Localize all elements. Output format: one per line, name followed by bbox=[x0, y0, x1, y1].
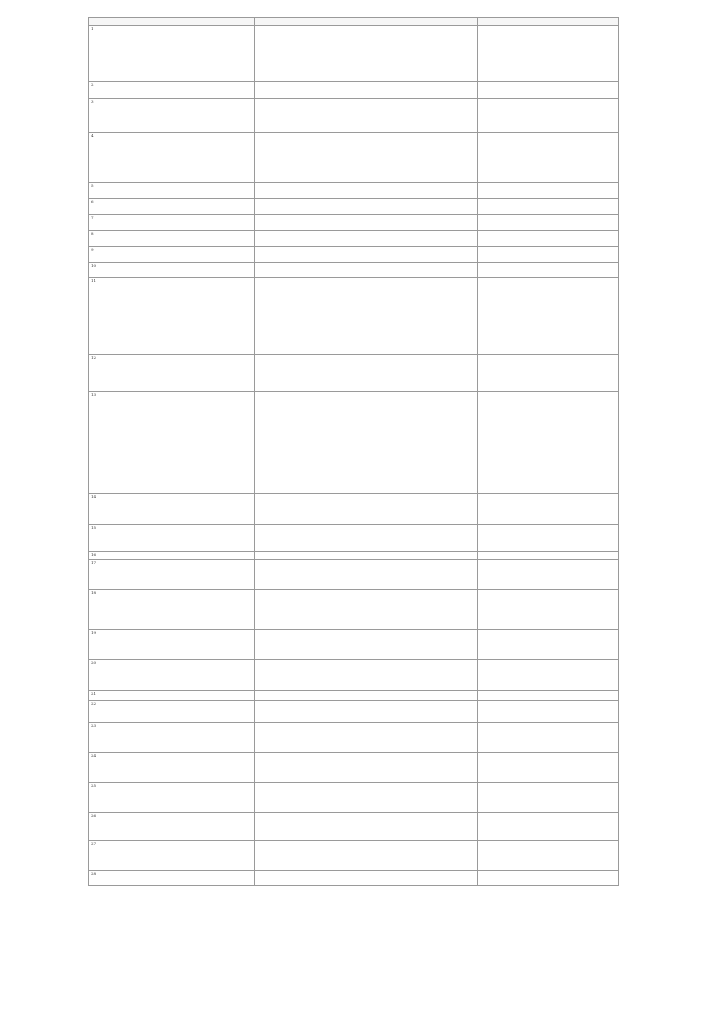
table-row bbox=[89, 691, 619, 701]
table-row bbox=[89, 133, 619, 183]
table-row bbox=[89, 660, 619, 691]
table-cell-ukraine bbox=[89, 701, 255, 723]
table-cell-nato bbox=[255, 392, 478, 494]
row-number: 28 bbox=[91, 871, 97, 876]
table-cell-ukraine bbox=[89, 263, 255, 278]
document-title bbox=[0, 8, 709, 16]
row-number: 8 bbox=[91, 231, 94, 236]
table-cell-ukraine bbox=[89, 392, 255, 494]
table-row bbox=[89, 231, 619, 247]
row-number: 17 bbox=[91, 560, 97, 565]
table-row bbox=[89, 753, 619, 783]
table-cell-russia bbox=[478, 231, 619, 247]
column-header bbox=[89, 18, 255, 26]
table-row bbox=[89, 355, 619, 392]
row-number: 26 bbox=[91, 813, 97, 818]
table-cell-nato bbox=[255, 82, 478, 99]
comparison-table bbox=[88, 17, 619, 886]
table-cell-nato bbox=[255, 231, 478, 247]
table-row bbox=[89, 247, 619, 263]
table-cell-russia bbox=[478, 560, 619, 590]
table-row bbox=[89, 525, 619, 552]
table-cell-nato bbox=[255, 560, 478, 590]
row-number: 10 bbox=[91, 263, 97, 268]
table-cell-ukraine bbox=[89, 133, 255, 183]
table-row bbox=[89, 630, 619, 660]
table-row bbox=[89, 701, 619, 723]
table-row bbox=[89, 26, 619, 82]
table-cell-ukraine bbox=[89, 99, 255, 133]
table-cell-ukraine bbox=[89, 494, 255, 525]
table-cell-ukraine bbox=[89, 215, 255, 231]
row-number: 18 bbox=[91, 590, 97, 595]
row-number: 7 bbox=[91, 215, 94, 220]
table-cell-russia bbox=[478, 723, 619, 753]
row-number: 2 bbox=[91, 82, 94, 87]
table-row bbox=[89, 871, 619, 886]
table-row bbox=[89, 783, 619, 813]
row-number: 5 bbox=[91, 183, 94, 188]
row-number: 20 bbox=[91, 660, 97, 665]
table-row bbox=[89, 183, 619, 199]
table-cell-nato bbox=[255, 630, 478, 660]
table-cell-russia bbox=[478, 247, 619, 263]
table-cell-russia bbox=[478, 133, 619, 183]
table-cell-nato bbox=[255, 263, 478, 278]
table-cell-ukraine bbox=[89, 723, 255, 753]
table-cell-nato bbox=[255, 590, 478, 630]
table-cell-nato bbox=[255, 133, 478, 183]
table-cell-ukraine bbox=[89, 26, 255, 82]
table-row bbox=[89, 723, 619, 753]
table-cell-russia bbox=[478, 701, 619, 723]
table-cell-ukraine bbox=[89, 199, 255, 215]
table-cell-russia bbox=[478, 26, 619, 82]
table-cell-ukraine bbox=[89, 247, 255, 263]
table-cell-russia bbox=[478, 841, 619, 871]
table-row bbox=[89, 813, 619, 841]
table-cell-russia bbox=[478, 552, 619, 560]
table-cell-russia bbox=[478, 871, 619, 886]
table-cell-ukraine bbox=[89, 355, 255, 392]
row-number: 21 bbox=[91, 691, 97, 696]
table-row bbox=[89, 560, 619, 590]
table-cell-nato bbox=[255, 841, 478, 871]
table-cell-nato bbox=[255, 552, 478, 560]
table-row bbox=[89, 392, 619, 494]
table-cell-nato bbox=[255, 99, 478, 133]
table-row bbox=[89, 278, 619, 355]
row-number: 12 bbox=[91, 355, 97, 360]
row-number: 23 bbox=[91, 723, 97, 728]
row-number: 13 bbox=[91, 392, 97, 397]
table-row bbox=[89, 494, 619, 525]
table-row bbox=[89, 99, 619, 133]
table-cell-ukraine bbox=[89, 278, 255, 355]
table-cell-russia bbox=[478, 813, 619, 841]
table-cell-nato bbox=[255, 355, 478, 392]
table-cell-nato bbox=[255, 494, 478, 525]
table-cell-nato bbox=[255, 783, 478, 813]
table-cell-nato bbox=[255, 247, 478, 263]
table-cell-ukraine bbox=[89, 871, 255, 886]
table-cell-ukraine bbox=[89, 183, 255, 199]
table-row bbox=[89, 82, 619, 99]
row-number: 9 bbox=[91, 247, 94, 252]
table-row bbox=[89, 841, 619, 871]
column-header bbox=[255, 18, 478, 26]
table-row bbox=[89, 263, 619, 278]
table-cell-ukraine bbox=[89, 590, 255, 630]
table-row bbox=[89, 215, 619, 231]
row-number: 14 bbox=[91, 494, 97, 499]
table-cell-ukraine bbox=[89, 753, 255, 783]
table-row bbox=[89, 199, 619, 215]
table-cell-russia bbox=[478, 494, 619, 525]
table-cell-russia bbox=[478, 215, 619, 231]
table-cell-russia bbox=[478, 82, 619, 99]
table-cell-nato bbox=[255, 660, 478, 691]
document-notes bbox=[88, 1003, 618, 1015]
table-cell-nato bbox=[255, 278, 478, 355]
table-cell-russia bbox=[478, 691, 619, 701]
table-cell-nato bbox=[255, 813, 478, 841]
table-cell-russia bbox=[478, 199, 619, 215]
table-row bbox=[89, 552, 619, 560]
row-number: 15 bbox=[91, 525, 97, 530]
row-number: 16 bbox=[91, 552, 97, 557]
table-cell-russia bbox=[478, 263, 619, 278]
row-number: 19 bbox=[91, 630, 97, 635]
row-number: 4 bbox=[91, 133, 94, 138]
remark-note bbox=[88, 1009, 618, 1015]
table-cell-russia bbox=[478, 355, 619, 392]
row-number: 11 bbox=[91, 278, 97, 283]
table-cell-russia bbox=[478, 660, 619, 691]
table-cell-nato bbox=[255, 26, 478, 82]
row-number: 1 bbox=[91, 26, 94, 31]
table-cell-russia bbox=[478, 783, 619, 813]
table-header-row bbox=[89, 18, 619, 26]
table-cell-ukraine bbox=[89, 813, 255, 841]
table-cell-ukraine bbox=[89, 841, 255, 871]
table-cell-ukraine bbox=[89, 525, 255, 552]
table-body bbox=[89, 26, 619, 886]
table-cell-ukraine bbox=[89, 231, 255, 247]
table-cell-russia bbox=[478, 590, 619, 630]
table-cell-ukraine bbox=[89, 783, 255, 813]
table-cell-russia bbox=[478, 278, 619, 355]
table-cell-ukraine bbox=[89, 552, 255, 560]
table-cell-ukraine bbox=[89, 691, 255, 701]
table-cell-russia bbox=[478, 392, 619, 494]
table-row bbox=[89, 590, 619, 630]
table-cell-nato bbox=[255, 723, 478, 753]
table-cell-nato bbox=[255, 183, 478, 199]
table-cell-ukraine bbox=[89, 660, 255, 691]
row-number: 24 bbox=[91, 753, 97, 758]
table-cell-russia bbox=[478, 525, 619, 552]
table-cell-russia bbox=[478, 99, 619, 133]
table-cell-russia bbox=[478, 183, 619, 199]
row-number: 3 bbox=[91, 99, 94, 104]
table-cell-ukraine bbox=[89, 82, 255, 99]
table-cell-nato bbox=[255, 701, 478, 723]
row-number: 6 bbox=[91, 199, 94, 204]
table-cell-ukraine bbox=[89, 630, 255, 660]
table-cell-russia bbox=[478, 630, 619, 660]
row-number: 25 bbox=[91, 783, 97, 788]
row-number: 22 bbox=[91, 701, 97, 706]
table-cell-russia bbox=[478, 753, 619, 783]
table-cell-nato bbox=[255, 753, 478, 783]
table-cell-nato bbox=[255, 199, 478, 215]
table-cell-nato bbox=[255, 525, 478, 552]
table-cell-ukraine bbox=[89, 560, 255, 590]
row-number: 27 bbox=[91, 841, 97, 846]
column-header bbox=[478, 18, 619, 26]
table-cell-nato bbox=[255, 871, 478, 886]
table-cell-nato bbox=[255, 691, 478, 701]
table-cell-nato bbox=[255, 215, 478, 231]
